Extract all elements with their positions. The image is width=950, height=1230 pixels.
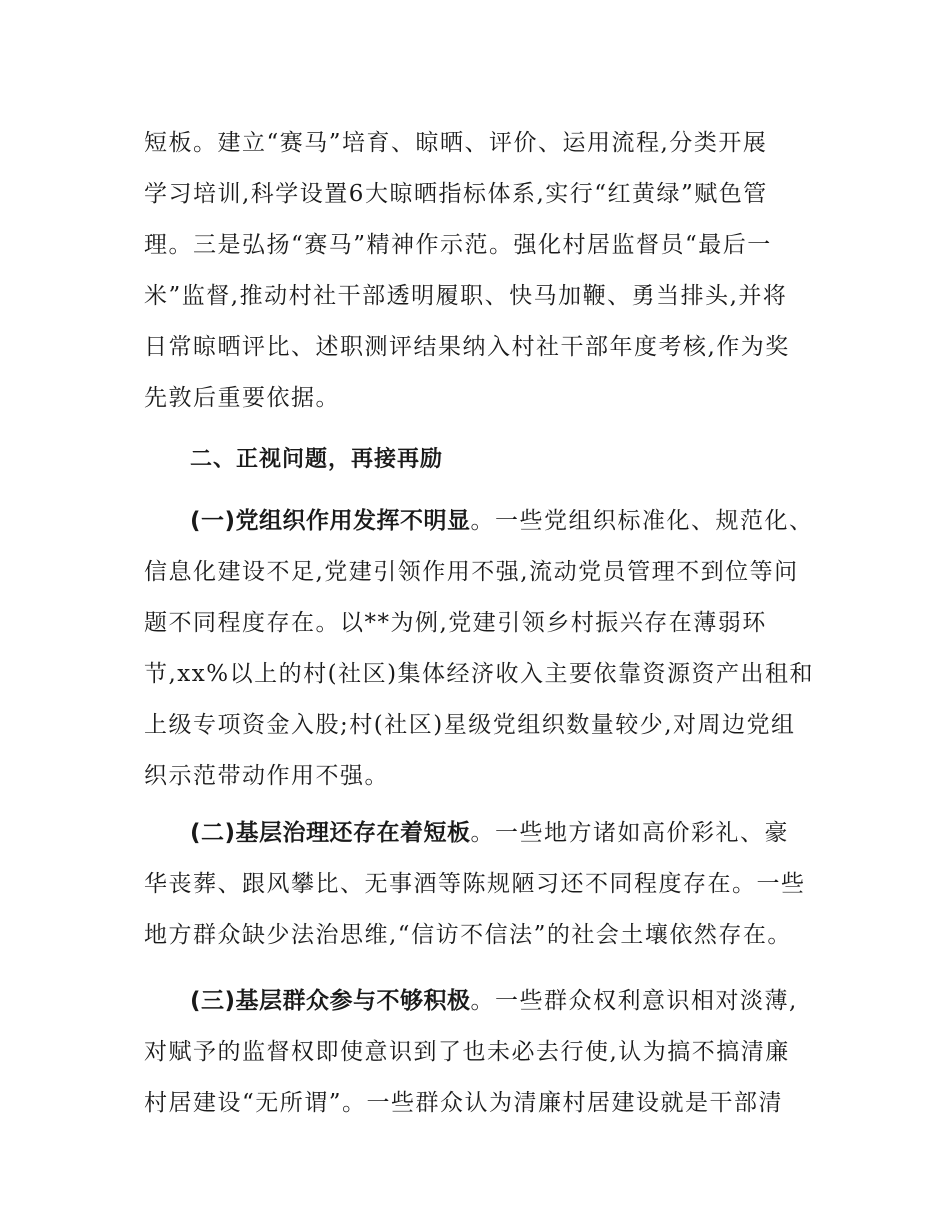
text-line: 上级专项资金入股;村(社区)星级党组织数量较少,对周边党组 bbox=[144, 712, 796, 738]
text-line: 村居建设“无所谓”。一些群众认为清廉村居建设就是干部清 bbox=[144, 1090, 784, 1116]
paragraph-lead: (二)基层治理还存在着短板 bbox=[190, 820, 471, 846]
text-line: 先敦后重要依据。 bbox=[144, 385, 340, 411]
text-line: 织示范带动作用不强。 bbox=[144, 763, 389, 789]
text-fragment: 。一些党组织标准化、规范化、 bbox=[470, 508, 814, 534]
paragraph-2 bbox=[144, 808, 844, 961]
text-line: 题不同程度存在。以**为例,党建引领乡村振兴存在薄弱环 bbox=[144, 610, 767, 636]
paragraph-first-line bbox=[144, 496, 844, 547]
section-heading-block bbox=[144, 434, 844, 485]
section-heading: 二、正视问题，再接再励 bbox=[190, 447, 444, 472]
text-line: 对赋予的监督权即使意识到了也未必去行使,认为搞不搞清廉 bbox=[144, 1039, 790, 1065]
text-line: 米”监督,推动村社干部透明履职、快马加鞭、勇当排头,并将 bbox=[144, 283, 788, 309]
text-fragment: 。一些地方诸如高价彩礼、豪 bbox=[470, 820, 790, 846]
text-line: 地方群众缺少法治思维,“信访不信法”的社会土壤依然存在。 bbox=[144, 922, 792, 948]
text-line: 理。三是弘扬“赛马”精神作示范。强化村居监督员“最后一 bbox=[144, 232, 772, 258]
intro-paragraph bbox=[144, 118, 844, 424]
paragraph-lead: (一)党组织作用发挥不明显 bbox=[190, 508, 471, 534]
text-fragment: 。一些群众权利意识相对淡薄, bbox=[470, 988, 798, 1014]
text-line: 日常晾晒评比、述职测评结果纳入村社干部年度考核,作为奖 bbox=[144, 334, 790, 360]
paragraph-first-line bbox=[144, 808, 844, 859]
text-line: 华丧葬、跟风攀比、无事酒等陈规陋习还不同程度存在。一些 bbox=[144, 871, 806, 897]
text-line: 信息化建设不足,党建引领作用不强,流动党员管理不到位等问 bbox=[144, 559, 799, 585]
paragraph-lead: (三)基层群众参与不够积极 bbox=[190, 988, 471, 1014]
text-line: 短板。建立“赛马”培育、晾晒、评价、运用流程,分类开展 bbox=[144, 130, 768, 156]
paragraph-3 bbox=[144, 976, 844, 1129]
text-line: 节,xx%以上的村(社区)集体经济收入主要依靠资源资产出租和 bbox=[144, 661, 815, 687]
paragraph-first-line bbox=[144, 976, 844, 1027]
text-line: 学习培训,科学设置6大晾晒指标体系,实行“红黄绿”赋色管 bbox=[144, 181, 768, 207]
paragraph-1 bbox=[144, 496, 844, 802]
